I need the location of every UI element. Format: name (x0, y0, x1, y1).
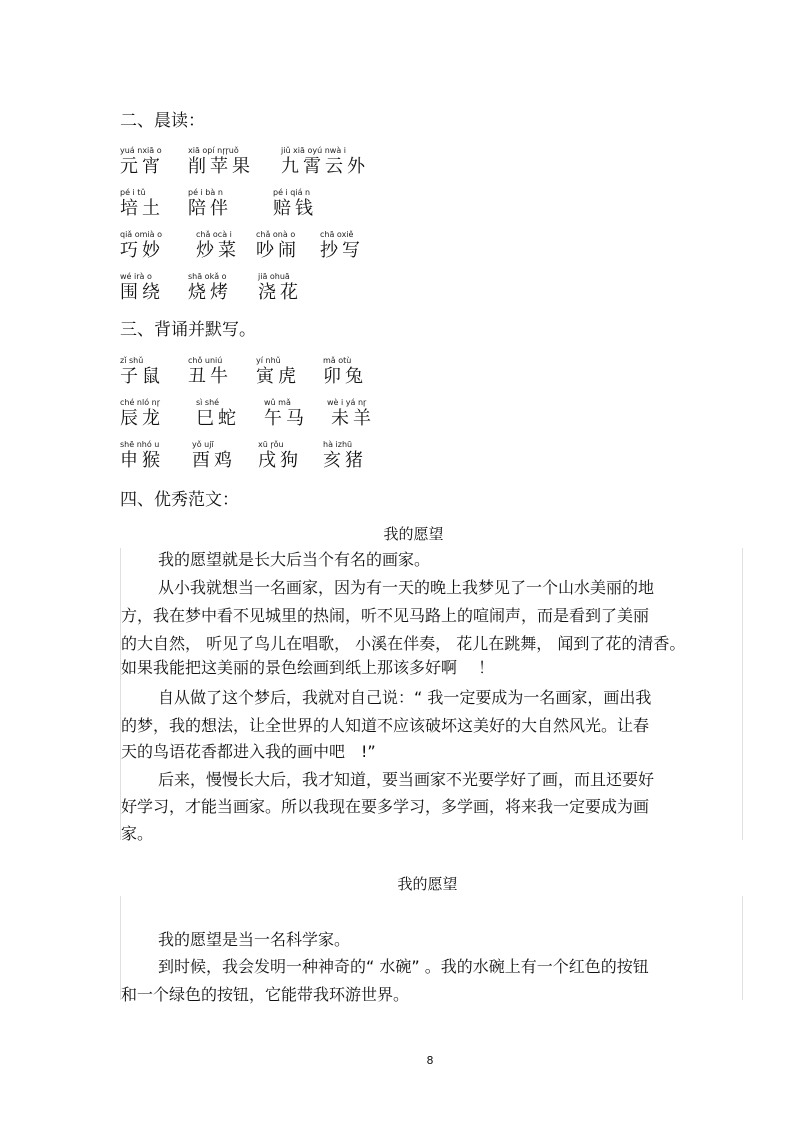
vocab-word: 申猴 (120, 450, 164, 471)
essay-1-line: 我的愿望就是长大后当个有名的画家。 (158, 550, 431, 569)
pinyin: chā oxiě (320, 230, 354, 239)
vocab-word: 抄写 (320, 240, 364, 261)
pinyin: chǒ uniú (188, 356, 223, 365)
vocab-word: 寅虎 (256, 366, 300, 387)
vocab-word: 午马 (264, 408, 308, 429)
pinyin: chǎ ocà i (196, 230, 232, 239)
pinyin: mǎ otù (323, 356, 352, 365)
essay-1-title: 我的愿望 (383, 525, 444, 543)
section-3-heading: 三、背诵并默写。 (120, 320, 256, 340)
vocab-word: 酉鸡 (192, 450, 236, 471)
essay-1-line: 自从做了这个梦后，我就对自己说：“ 我一定要成为一名画家，画出我 (158, 688, 652, 707)
pinyin: xū ɼǒu (258, 440, 284, 449)
pinyin: hà izhū (323, 440, 353, 449)
essay-1-line: 的梦，我的想法，让全世界的人知道不应该破坏这美好的大自然风光。让春 (121, 716, 650, 735)
pinyin: zǐ shǔ (120, 356, 144, 365)
vocab-word: 赔钱 (273, 198, 317, 219)
essay-1-line: 后来，慢慢长大后，我才知道，要当画家不光要学好了画，而且还要好 (158, 770, 655, 789)
vocab-word: 辰龙 (120, 408, 164, 429)
pinyin: qiǎ omià o (120, 230, 162, 239)
vocab-word: 亥猪 (323, 450, 367, 471)
pinyin: yuá nxiā o (120, 146, 162, 155)
pinyin: yí nhǔ (256, 356, 281, 365)
vocab-word: 炒菜 (196, 240, 240, 261)
section-4-heading: 四、优秀范文： (120, 490, 239, 510)
essay-1-line: 如果我能把这美丽的景色绘画到纸上那该多好啊 ！ (121, 658, 495, 677)
essay-1-line: 天的鸟语花香都进入我的画中吧 !” (121, 742, 376, 761)
pinyin: chǎ onà o (256, 230, 296, 239)
pinyin: xiā opí nɼɼuǒ (188, 146, 239, 155)
vocab-word: 丑牛 (188, 366, 232, 387)
pinyin: sì shé (196, 398, 220, 407)
vocab-word: 巧妙 (120, 240, 164, 261)
essay-2-line: 和一个绿色的按钮，它能带我环游世界。 (121, 985, 410, 1004)
essay-1-right-border (742, 548, 743, 840)
pinyin: wǔ mǎ (264, 398, 291, 407)
essay-1-line: 家。 (121, 824, 154, 843)
pinyin: wé irà o (120, 272, 152, 281)
vocab-word: 九霄云外 (281, 156, 369, 177)
vocab-word: 巳蛇 (196, 408, 240, 429)
essay-2-line: 到时候，我会发明一种神奇的“ 水碗” 。我的水碗上有一个红色的按钮 (158, 957, 649, 976)
pinyin: shē nhó u (120, 440, 160, 449)
pinyin: wè i yá nɼ (327, 398, 367, 407)
section-2-heading: 二、晨读： (120, 111, 205, 131)
vocab-word: 未羊 (331, 408, 375, 429)
pinyin: pé i tǔ (120, 188, 146, 197)
vocab-word: 陪伴 (188, 198, 232, 219)
vocab-word: 吵闹 (256, 240, 300, 261)
vocab-word: 烧烤 (188, 282, 232, 303)
pinyin: jiǔ xiā oyú nwà i (281, 146, 346, 155)
vocab-word: 卯兔 (323, 366, 367, 387)
vocab-word: 围绕 (120, 282, 164, 303)
vocab-word: 浇花 (258, 282, 302, 303)
essay-1-line: 好学习，才能当画家。所以我现在要多学习，多学画，将来我一定要成为画 (121, 797, 650, 816)
vocab-word: 戌狗 (258, 450, 302, 471)
pinyin: ché nló nɼ (120, 398, 161, 407)
vocab-word: 培土 (120, 198, 164, 219)
pinyin: pé i qiá n (273, 188, 311, 197)
vocab-word: 削苹果 (188, 156, 254, 177)
pinyin: yǒ ujī (192, 440, 214, 449)
essay-2-line: 我的愿望是当一名科学家。 (158, 930, 351, 949)
essay-2-right-border (742, 896, 743, 1000)
essay-1-line: 从小我就想当一名画家，因为有一天的晚上我梦见了一个山水美丽的地 (158, 578, 655, 597)
pinyin: pé i bà n (188, 188, 223, 197)
pinyin: jiā ohuā (258, 272, 290, 281)
vocab-word: 子鼠 (120, 366, 164, 387)
pinyin: shā okǎ o (188, 272, 227, 281)
essay-1-line: 的大自然， 听见了鸟儿在唱歌， 小溪在伴奏， 花儿在跳舞， 闻到了花的清香。 (121, 634, 686, 653)
page-number: 8 (426, 1054, 434, 1067)
vocab-word: 元宵 (120, 156, 164, 177)
essay-1-line: 方，我在梦中看不见城里的热闹，听不见马路上的喧闹声，而是看到了美丽 (121, 606, 650, 625)
essay-2-title: 我的愿望 (397, 875, 458, 893)
